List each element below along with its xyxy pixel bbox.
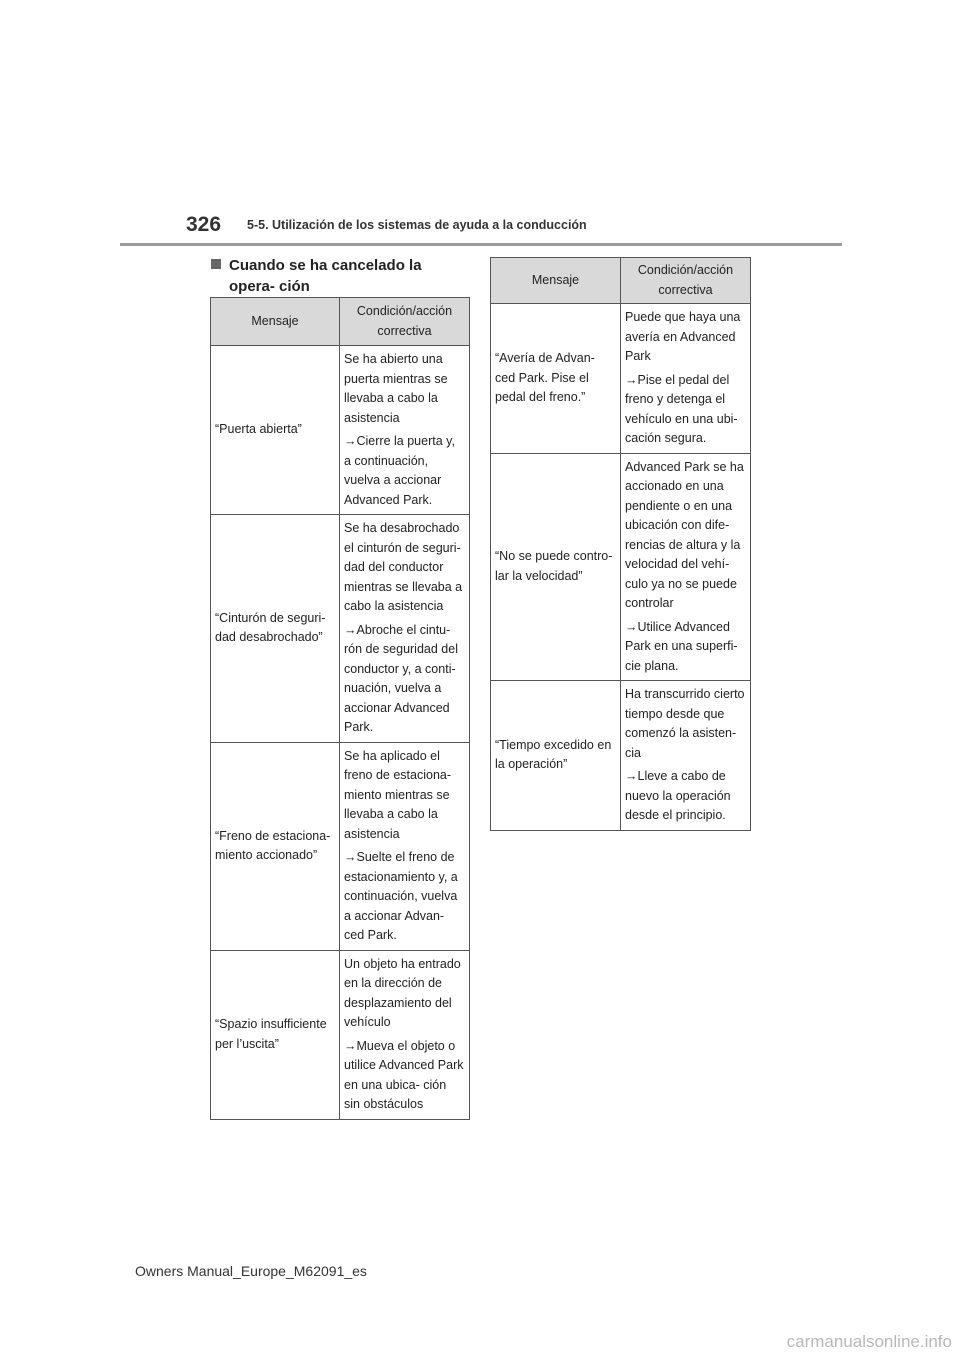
message-cell: “Tiempo excedido en la operación” bbox=[491, 681, 621, 831]
condition-text: Se ha aplicado el freno de estaciona- miento mientras se llevaba a cabo la asistencia bbox=[344, 748, 452, 841]
condition-text: Ha transcurrido cierto tiempo desde que comenzó la asisten- cia bbox=[625, 687, 745, 760]
table-row bbox=[491, 681, 751, 831]
message-cell: “Freno de estaciona- miento accionado” bbox=[211, 742, 340, 950]
column-header-message: Mensaje bbox=[491, 258, 621, 304]
condition-cell bbox=[340, 742, 470, 950]
column-header-condition: Condición/acción correctiva bbox=[340, 298, 470, 346]
action-text: →Cierre la puerta y, a continuación, vuelva a accionar Advanced Park. bbox=[344, 434, 455, 507]
column-header-condition: Condición/acción correctiva bbox=[621, 258, 751, 304]
condition-text: Se ha desabrochado el cinturón de seguri- dad del conductor mientras se llevaba a cabo la asistencia bbox=[344, 521, 463, 613]
action-text: →Mueva el objeto o utilice Advanced Park en una ubica- ción sin obstáculos bbox=[344, 1038, 464, 1111]
action-text: →Pise el pedal del freno y detenga el vehículo en una ubi- cación segura. bbox=[625, 372, 738, 445]
condition-cell bbox=[621, 453, 751, 681]
watermark: carmanualsonline.info bbox=[786, 1332, 952, 1351]
heading-text: Cuando se ha cancelado la opera- ción bbox=[229, 257, 422, 295]
table-row bbox=[211, 742, 470, 950]
condition-cell bbox=[621, 304, 751, 454]
message-cell: “Spazio insufficiente per l’uscita” bbox=[211, 950, 340, 1119]
condition-cell bbox=[340, 515, 470, 743]
action-text: →Lleve a cabo de nuevo la operación desde el principio. bbox=[625, 769, 731, 822]
table-row bbox=[491, 304, 751, 454]
table-row bbox=[211, 346, 470, 515]
footer-text: Owners Manual_Europe_M62091_es bbox=[135, 1263, 367, 1279]
condition-cell bbox=[340, 346, 470, 515]
message-cell: “Cinturón de seguri- dad desabrochado” bbox=[211, 515, 340, 743]
table-row bbox=[211, 515, 470, 743]
section-title: 5-5. Utilización de los sistemas de ayuda a la conducción bbox=[247, 218, 587, 232]
message-cell: “No se puede contro- lar la velocidad” bbox=[491, 453, 621, 681]
square-bullet-icon bbox=[211, 259, 221, 269]
condition-text: Se ha abierto una puerta mientras se llevaba a cabo la asistencia bbox=[344, 352, 448, 425]
header-divider bbox=[120, 243, 842, 246]
action-text: →Suelte el freno de estacionamiento y, a continuación, vuelva a accionar Advan- ced Park. bbox=[344, 850, 458, 942]
messages-table-right bbox=[490, 257, 751, 831]
table-row bbox=[211, 950, 470, 1119]
section-heading bbox=[211, 255, 471, 297]
condition-cell bbox=[621, 681, 751, 831]
message-cell: “Puerta abierta” bbox=[211, 346, 340, 515]
condition-text: Un objeto ha entrado en la dirección de desplazamiento del vehículo bbox=[344, 956, 461, 1029]
column-header-message: Mensaje bbox=[211, 298, 340, 346]
messages-table-left bbox=[210, 297, 470, 1120]
condition-text: Puede que haya una avería en Advanced Park bbox=[625, 310, 741, 363]
page-number: 326 bbox=[186, 213, 222, 236]
condition-cell bbox=[340, 950, 470, 1119]
condition-text: Advanced Park se ha accionado en una pendiente o en una ubicación con dife- rencias de altura y la velocidad del vehí- culo ya no se puede controlar bbox=[625, 459, 744, 610]
message-cell: “Avería de Advan- ced Park. Pise el pedal del freno.” bbox=[491, 304, 621, 454]
table-row bbox=[491, 453, 751, 681]
action-text: →Utilice Advanced Park en una superfi- cie plana. bbox=[625, 619, 738, 673]
action-text: →Abroche el cintu- rón de seguridad del conductor y, a conti- nuación, vuelva a accionar Advanced Park. bbox=[344, 622, 458, 734]
